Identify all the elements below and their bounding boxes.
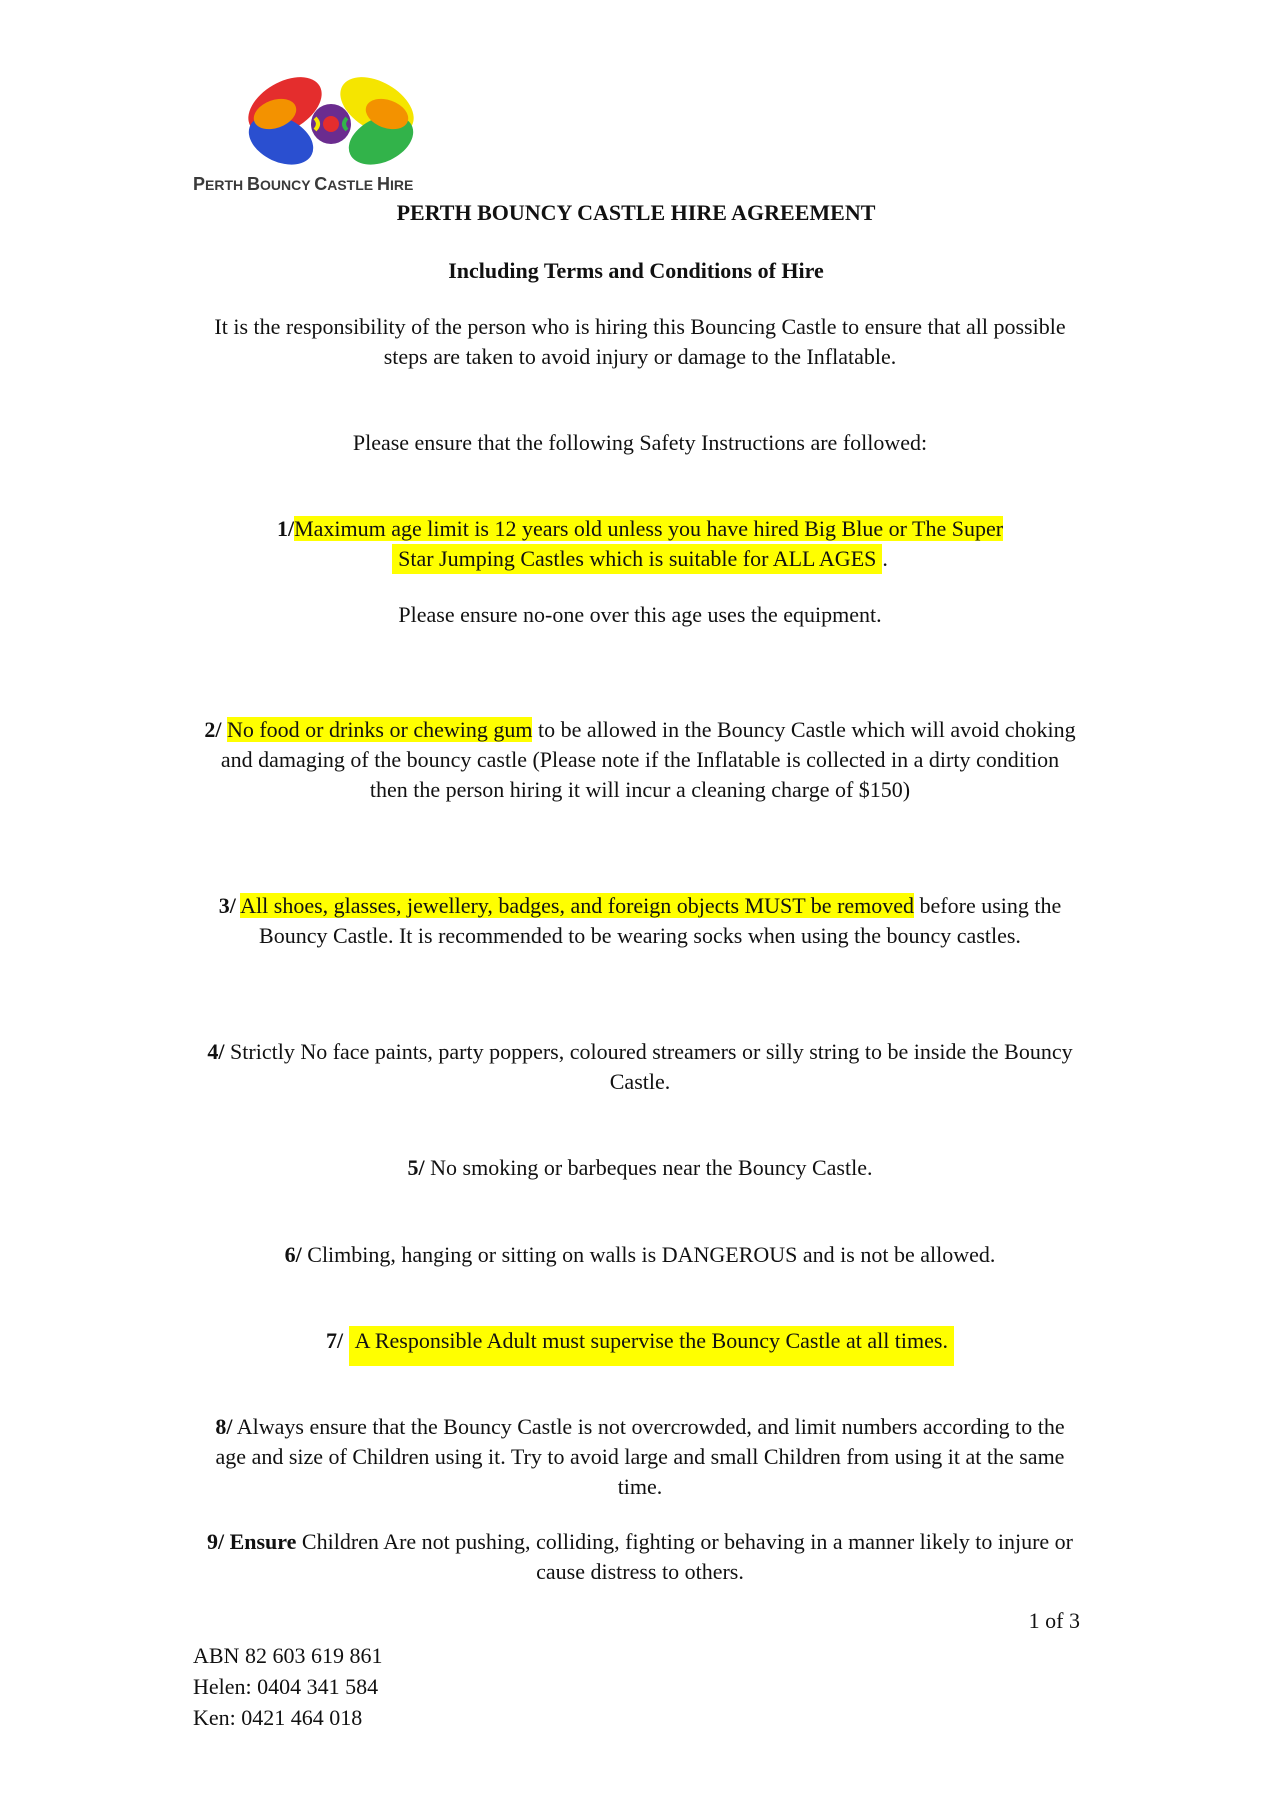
rule-number: 7/ (326, 1328, 344, 1353)
rule-text: No smoking or barbeques near the Bouncy Castle. (424, 1155, 873, 1180)
rule-number: 9/ Ensure (206, 1529, 297, 1554)
contact-footer (193, 1640, 382, 1733)
rule-highlight: A Responsible Adult must supervise the Bouncy Castle at all times. (349, 1326, 954, 1366)
rule-number: 6/ (284, 1242, 302, 1267)
rule-highlight: Maximum age limit is 12 years old unless you have hired Big Blue or The Super (294, 516, 1004, 541)
rule-item-8 (200, 1412, 1080, 1502)
rule-item-6 (200, 1240, 1080, 1270)
rule-text: to be allowed in the Bouncy Castle which will avoid choking and damaging of the bouncy castle (Please note if the Inflatable is collected in a dirty condition then the person hiring it will incur a cleaning charge of $150) (220, 717, 1076, 802)
rule-text: Children Are not pushing, colliding, fighting or behaving in a manner likely to injure or cause distress to others. (296, 1529, 1074, 1584)
page-number: 1 of 3 (1028, 1608, 1080, 1633)
rule-text: before using the Bouncy Castle. It is recommended to be wearing socks when using the bouncy castles. (259, 893, 1062, 948)
rule-item-2 (200, 715, 1080, 805)
abn-number: ABN 82 603 619 861 (193, 1643, 383, 1668)
contact-ken: Ken: 0421 464 018 (193, 1705, 363, 1730)
rule-item-7 (200, 1326, 1080, 1366)
document-subtitle: Including Terms and Conditions of Hire (448, 258, 824, 283)
contact-helen: Helen: 0404 341 584 (193, 1674, 379, 1699)
rule-number: 5/ (407, 1155, 425, 1180)
rule-text: Always ensure that the Bouncy Castle is not overcrowded, and limit numbers according to the age and size of Children using it. Try to avoid large and small Children from using it at the same time. (215, 1414, 1065, 1499)
rule-text: Climbing, hanging or sitting on walls is DANGEROUS and is not be allowed. (301, 1242, 996, 1267)
rule-item-1-note: Please ensure no-one over this age uses the equipment. (398, 602, 882, 627)
company-logo (193, 74, 429, 202)
rule-number: 8/ (215, 1414, 233, 1439)
rule-number: 2/ (204, 717, 222, 742)
rule-number: 3/ (218, 893, 236, 918)
document-title: PERTH BOUNCY CASTLE HIRE AGREEMENT (396, 200, 876, 225)
rule-number: 1/ (276, 516, 295, 541)
rule-highlight: All shoes, glasses, jewellery, badges, and foreign objects MUST be removed (240, 893, 915, 918)
rule-text: Strictly No face paints, party poppers, coloured streamers or silly string to be inside the Bouncy Castle. (224, 1039, 1073, 1094)
instructions-lead: Please ensure that the following Safety Instructions are followed: (352, 430, 928, 455)
logo-wordmark: PERTH BOUNCY CASTLE HIRE (193, 174, 414, 194)
rule-highlight: No food or drinks or chewing gum (226, 717, 533, 742)
rule-item-5 (200, 1153, 1080, 1183)
rule-item-9 (200, 1527, 1080, 1587)
rule-item-1: 1/Maximum age limit is 12 years old unless you have hired Big Blue or The Super Star Jumping Castles which is suitable for ALL AGES . (200, 514, 1080, 574)
intro-paragraph: It is the responsibility of the person who is hiring this Bouncing Castle to ensure that all possible steps are taken to avoid injury or damage to the Inflatable. (214, 314, 1066, 369)
rule-highlight: Star Jumping Castles which is suitable for ALL AGES (392, 544, 882, 574)
butterfly-logo-icon (237, 74, 427, 174)
rule-item-4 (200, 1037, 1080, 1097)
rule-item-3 (200, 891, 1080, 951)
rule-number: 4/ (207, 1039, 225, 1064)
